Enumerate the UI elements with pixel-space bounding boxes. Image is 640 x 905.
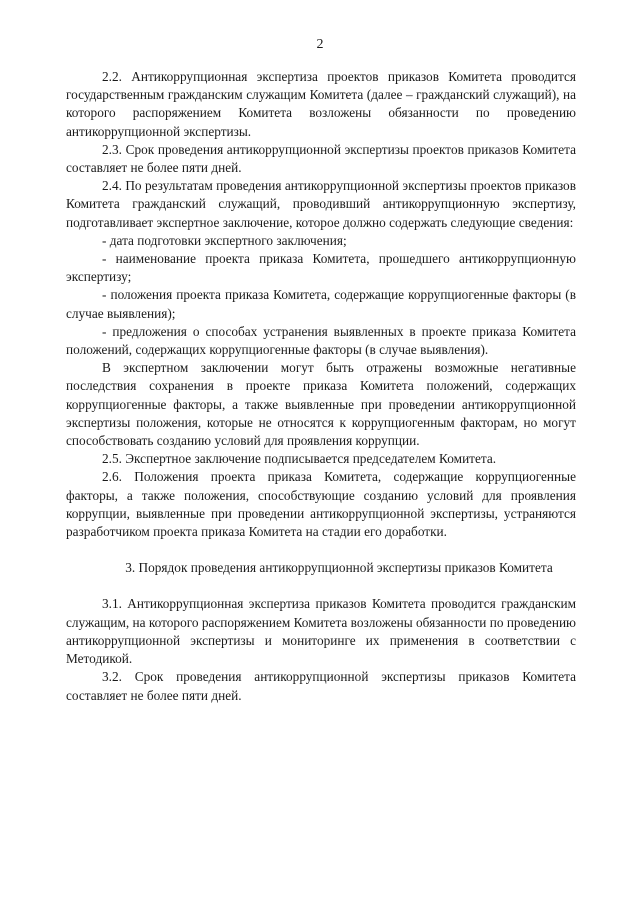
list-item-date: - дата подготовки экспертного заключения; — [102, 232, 347, 248]
paragraph-consequences: В экспертном заключении могут быть отражены возможные негативные последствия сохранения в проекте приказа Комитета положений, содержащих коррупциогенные факторы, а также выявленные при проведении антикоррупционной экспертизы положения, которые не относятся к коррупциогенным факторам, но могут способствовать созданию условий для проявления коррупции. — [66, 360, 576, 449]
paragraph-2-6: 2.6. Положения проекта приказа Комитета, содержащие коррупциогенные факторы, а также положения, способствующие созданию условий для проявления коррупции, выявленные при проведении антикоррупционной экспертизы, устраняются разработчиком проекта приказа Комитета на стадии его доработки. — [66, 469, 576, 540]
list-item-provisions: - положения проекта приказа Комитета, содержащие коррупциогенные факторы (в случае выявления); — [66, 287, 576, 321]
paragraph-3-2: 3.2. Срок проведения антикоррупционной экспертизы приказов Комитета составляет не более пяти дней. — [66, 669, 576, 703]
page-number: 2 — [316, 37, 324, 52]
paragraph-2-3: 2.3. Срок проведения антикоррупционной экспертизы проектов приказов Комитета составляет не более пяти дней. — [66, 141, 576, 176]
list-item-title: - наименование проекта приказа Комитета, прошедшего антикоррупционную экспертизу; — [66, 251, 576, 285]
list-item-proposals: - предложения о способах устранения выявленных в проекте приказа Комитета положений, содержащих коррупциогенные факторы (в случае выявления). — [66, 323, 576, 358]
paragraph-2-4: 2.4. По результатам проведения антикоррупционной экспертизы проектов приказов Комитета гражданский служащий, проводивший антикоррупционную экспертизу, подготавливает экспертное заключение, которое должно содержать следующие сведения: — [66, 178, 576, 230]
paragraph-3-1: 3.1. Антикоррупционная экспертиза приказов Комитета проводится гражданским служащим, на которого распоряжением Комитета возложены обязанности по проведению антикоррупционной экспертизы и мониторинге их применения в соответствии с Методикой. — [66, 596, 576, 667]
paragraph-2-2: 2.2. Антикоррупционная экспертиза проектов приказов Комитета проводится государственным гражданским служащим Комитета (далее – гражданский служащий), на которого распоряжением Комитета возложены обязанности по проведению антикоррупционной экспертизы. — [66, 69, 576, 139]
paragraph-2-5: 2.5. Экспертное заключение подписывается председателем Комитета. — [102, 451, 497, 467]
section-3-heading-text: 3. Порядок проведения антикоррупционной экспертизы приказов Комитета — [125, 560, 553, 576]
section-3-heading — [66, 541, 576, 595]
document-body — [66, 68, 576, 705]
